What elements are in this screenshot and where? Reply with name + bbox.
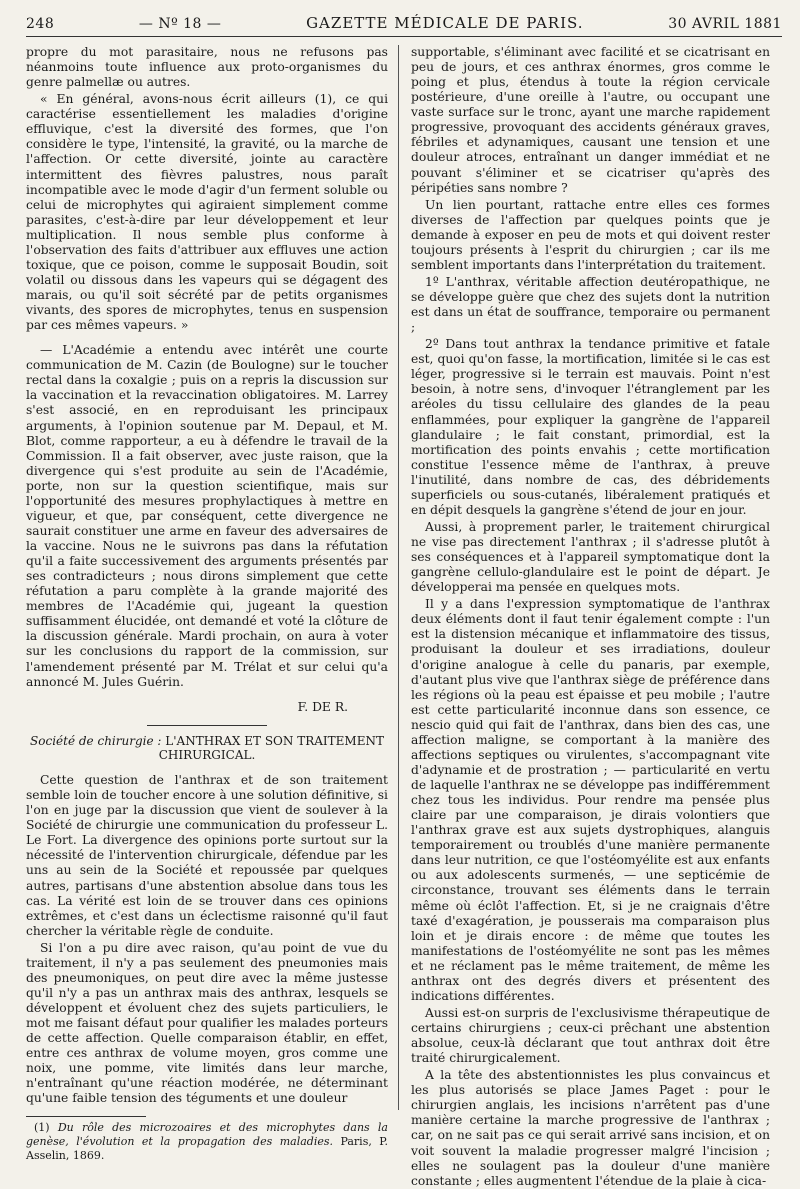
paragraph: A la tête des abstentionnistes les plus convaincus et les plus autorisés se place James Paget : pour le chirurgien anglais, les incisions n'arrêtent pas d'une manière certaine la marche progressive de l'anthrax ; car, on ne sait pas ce qui serait arrivé sans incision, et on voit souvent la maladie progresser malgré l'incision ; elles ne soulagent pas la douleur d'une manière constante ; elles augmentent l'étendue de la plaie à cica- — [411, 1068, 770, 1188]
issue-date: 30 AVRIL 1881 — [668, 16, 782, 32]
paragraph: Aussi, à proprement parler, le traitement chirurgical ne vise pas directement l'anthrax ; il s'adresse plutôt à ses conséquences et à l'appareil symptomatique dont la gangrène cellulo-glandulaire est le point de départ. Je développerai ma pensée en quelques mots. — [411, 519, 770, 595]
right-column — [398, 45, 770, 1188]
paragraph: Un lien pourtant, rattache entre elles ces formes diverses de l'affection par quelques points que je demande à exposer en peu de mots et qui doivent rester toujours présents à l'esprit du chirurgien ; car ils me semblent importants dans l'interprétation du traitement. — [411, 197, 770, 272]
footnote — [26, 1121, 388, 1162]
paragraph: supportable, s'éliminant avec facilité et se cicatrisant en peu de jours, et ces anthrax énormes, gros comme le poing et plus, étendus à toute la région cervicale postérieure, d'une oreille à l'autre, ou occupant une vaste surface sur le tronc, ayant une marche rapidement progressive, provoquant des accidents généraux graves, fébriles et adynamiques, causant une tension et une douleur atroces, entraînant un danger immédiat et ne pouvant s'éliminer et se cicatriser qu'après des péripéties sans nombre ? — [411, 45, 770, 195]
page-number: 248 — [26, 16, 55, 32]
page-header — [26, 14, 782, 37]
divider — [147, 725, 267, 726]
signature: F. DE R. — [297, 699, 348, 714]
paragraph: — L'Académie a entendu avec intérêt une courte communication de M. Cazin (de Boulogne) sur le toucher rectal dans la coxalgie ; puis on a repris la discussion sur la vaccination et la revaccination obligatoires. M. Larrey s'est associé, en en reproduisant les principaux arguments, à l'opinion soutenue par M. Depaul, et M. Blot, comme rapporteur, a eu à défendre le travail de la Commission. Il a fait observer, avec juste raison, que la divergence qui s'est produite au sein de l'Académie, porte, non sur la question scientifique, mais sur l'opportunité des mesures prophylactiques à mettre en vigueur, et que, par conséquent, cette divergence ne saurait constituer une arme en faveur des adversaires de la vaccine. Nous ne le suivrons pas dans la réfutation qu'il a faite successivement des arguments présentés par ses contradicteurs ; nous dirons simplement que cette réfutation a paru complète à la grande majorité des membres de l'Académie qui, jugeant la question suffisamment élucidée, ont demandé et voté la clôture de la discussion générale. Mardi prochain, on aura à voter sur les conclusions du rapport de la commission, sur l'amendement présenté par M. Trélat et sur celui qu'a annoncé M. Jules Guérin. — [26, 343, 388, 689]
footnote-publisher: Paris, P. Asselin, 1869. — [26, 1135, 388, 1162]
paragraph: « En général, avons-nous écrit ailleurs (1), ce qui caractérise essentiellement les maladies d'origine effluvique, c'est la diversité des formes, que l'on considère le type, l'intensité, la gravité, ou la marche de l'affection. Or cette diversité, jointe au caractère intermittent des fièvres palustres, nous paraît incompatible avec le mode d'agir d'un ferment soluble ou celui de microphytes qui agiraient simplement comme parasites, c'est-à-dire par leur développement et leur multiplication. Il nous semble plus conforme à l'observation des faits d'attribuer aux effluves une action toxique, que ce poison, comme le supposait Boudin, soit volatil ou dissous dans les vapeurs qui se dégagent des marais, ou qu'il soit sécrété par de petits organismes vivants, des spores de microphytes, tenus en suspension par ces mêmes vapeurs. » — [26, 92, 388, 333]
footnote-divider — [26, 1116, 146, 1117]
section-society: Société de chirurgie : — [30, 733, 162, 748]
journal-title: GAZETTE MÉDICALE DE PARIS. — [306, 14, 584, 32]
section-heading — [26, 734, 388, 763]
footnote-marker: (1) — [34, 1121, 50, 1135]
paragraph: Cette question de l'anthrax et de son traitement semble loin de toucher encore à une solution définitive, si l'on en juge par la discussion que vient de soulever à la Société de chirurgie une communication du professeur L. Le Fort. La divergence des opinions porte surtout sur la nécessité de l'intervention chirurgicale, défendue par les uns au sein de la Société et repoussée par quelques autres, partisans d'une abstention absolue dans tous les cas. La vérité est loin de se trouver dans ces opinions extrêmes, et c'est dans un éclectisme raisonné qu'il faut chercher la véritable règle de conduite. — [26, 773, 388, 938]
paragraph: Si l'on a pu dire avec raison, qu'au point de vue du traitement, il n'y a pas seulement des pneumonies mais des pneumoniques, on peut dire avec la même justesse qu'il n'y a pas un anthrax mais des anthrax, lesquels se développent et évoluent chez des sujets particuliers, le mot me faisant défaut pour qualifier les malades porteurs de cette affection. Quelle comparaison établir, en effet, entre ces anthrax de volume moyen, gros comme une noix, une pomme, vite limités dans leur marche, n'entraînant qu'une réaction modérée, ne déterminant qu'une faible tension des téguments et une douleur — [26, 940, 388, 1106]
footnote-title: Du rôle des microzoaires et des microphytes dans la genèse, l'évolution et la propagation des maladies. — [26, 1121, 388, 1149]
paragraph: propre du mot parasitaire, nous ne refusons pas néanmoins toute influence aux proto-organismes du genre palmellæ ou autres. — [26, 45, 388, 90]
issue-number: — Nº 18 — — [138, 16, 222, 32]
paragraph: 2º Dans tout anthrax la tendance primitive et fatale est, quoi qu'on fasse, la mortification, limitée si le cas est léger, progressive si le terrain est mauvais. Point n'est besoin, à notre sens, d'invoquer l'étranglement par les aréoles du tissu cellulaire des glandes de la peau enflammées, pour expliquer la gangrène de l'appareil glandulaire ; le fait constant, primordial, est la mortification des points envahis ; cette mortification constitue l'essence même de l'anthrax, à preuve l'inutilité, dans nombre de cas, des débridements superficiels ou sous-cutanés, libéralement pratiqués et en dépit desquels la gangrène s'étend de jour en jour. — [411, 337, 770, 517]
paragraph: Aussi est-on surpris de l'exclusivisme thérapeutique de certains chirurgiens ; ceux-ci prêchant une abstention absolue, ceux-là déclarant que tout anthrax doit être traité chirurgicalement. — [411, 1005, 770, 1066]
left-column — [26, 45, 398, 1162]
paragraph: Il y a dans l'expression symptomatique de l'anthrax deux éléments dont il faut tenir également compte : l'un est la distension mécanique et inflammatoire des tissus, produisant la douleur et ses irradiations, douleur d'origine analogue à celle du panaris, par exemple, d'autant plus vive que l'anthrax siège de préférence dans les régions où la peau est épaisse et peu mobile ; l'autre est cette particularité inconnue dans son essence, ce nescio quid qui fait de l'anthrax, dans bien des cas, une affection maligne, se comportant à la manière des affections septiques ou virulentes, s'accompagnant vite d'adynamie et de prostration ; — particularité en vertu de laquelle l'anthrax ne se développe pas indifféremment chez tous les individus. Pour rendre ma pensée plus claire par une comparaison, je dirais volontiers que l'anthrax grave est aux sujets dystrophiques, alanguis temporairement ou troublés d'une manière permanente dans leur nutrition, ce que l'ostéomyélite est aux enfants ou aux adolescents surmenés, — une septicémie de circonstance, trouvant ses éléments dans le terrain même où éclôt l'affection. Et, si je ne craignais d'être taxé d'exagération, je pousserais ma comparaison plus loin et je dirais encore : de même que toutes les manifestations de l'ostéomyélite ne sont pas les mêmes et ne réclament pas le même traitement, de même les anthrax ont des degrés divers et présentent des indications différentes. — [411, 597, 770, 1003]
section-title: L'ANTHRAX ET SON TRAITEMENT CHIRURGICAL. — [158, 733, 384, 763]
text-columns — [26, 45, 782, 1188]
paragraph: 1º L'anthrax, véritable affection deutéropathique, ne se développe guère que chez des sujets dont la nutrition est dans un état de souffrance, temporaire ou permanent ; — [411, 274, 770, 335]
